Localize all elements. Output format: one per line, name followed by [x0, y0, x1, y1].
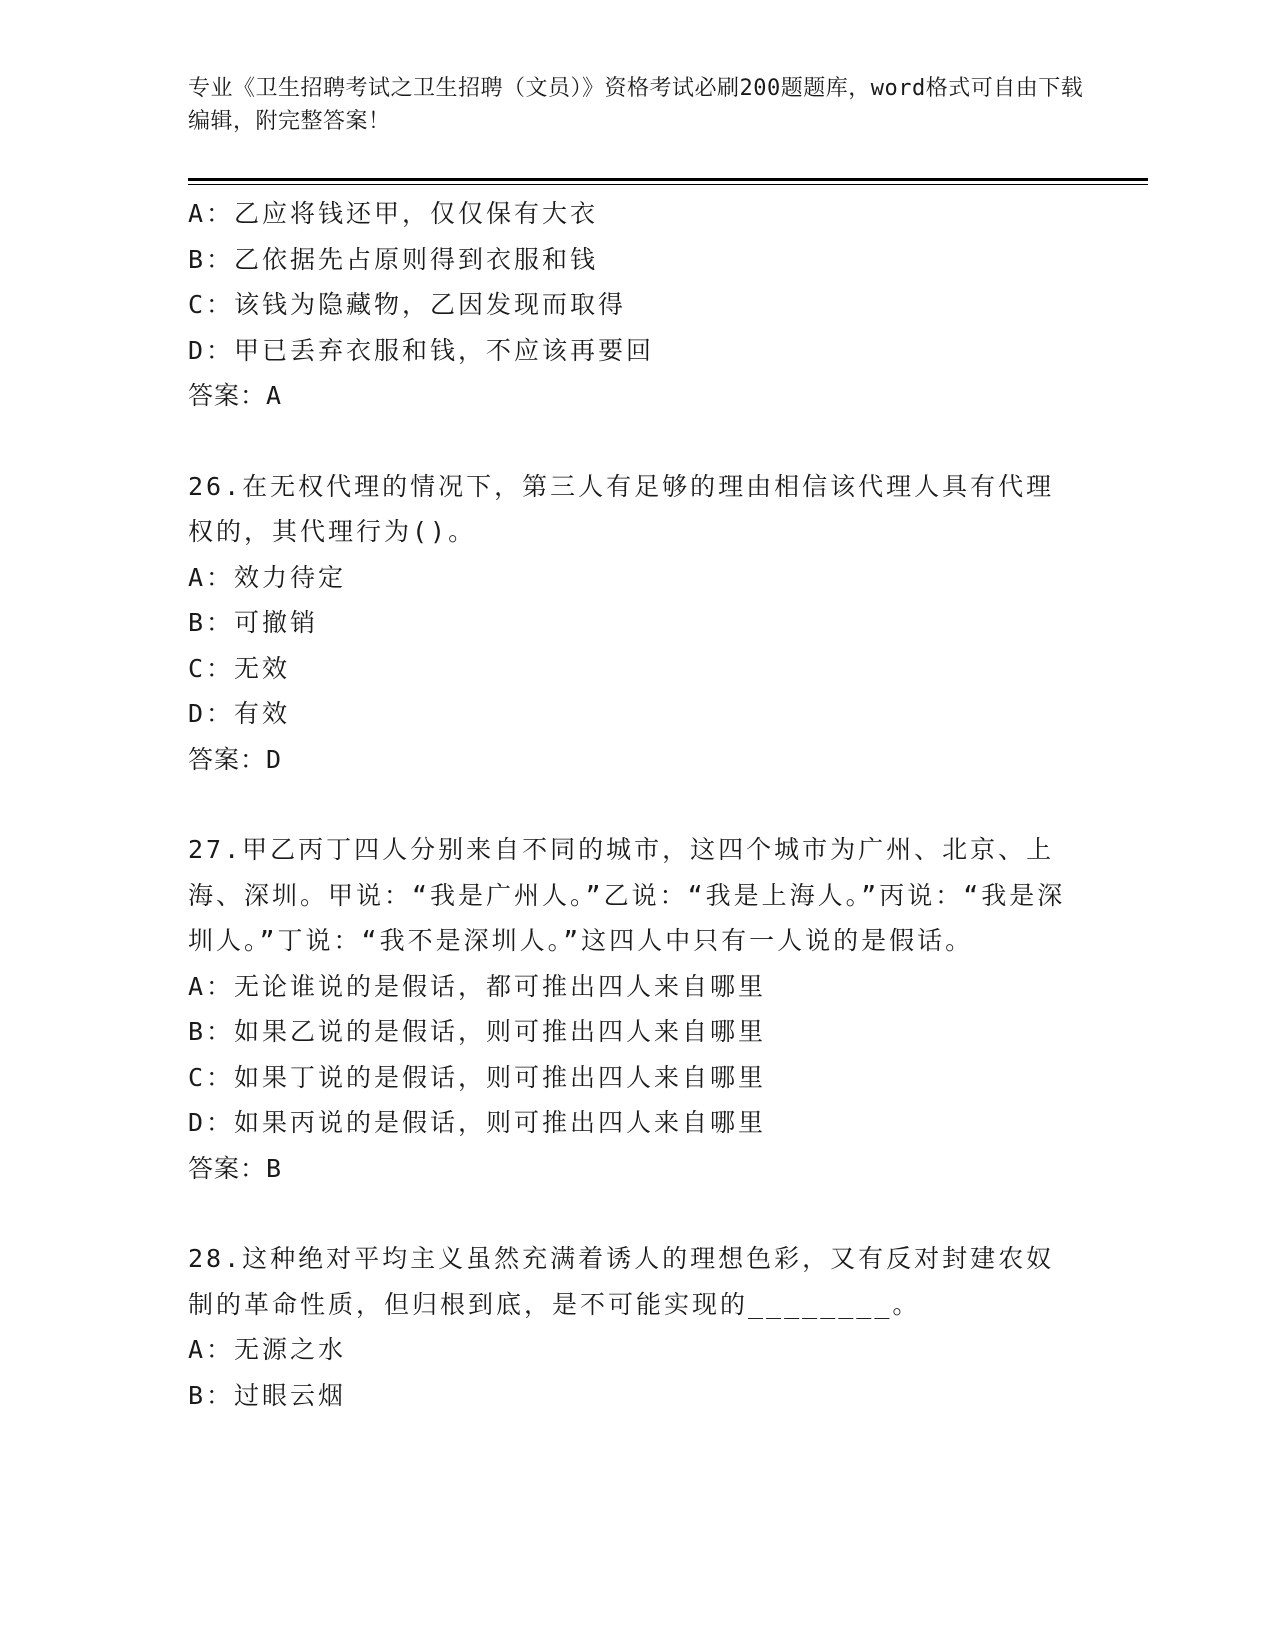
- option-d: D：有效: [188, 699, 291, 728]
- option-b: B：过眼云烟: [188, 1380, 347, 1410]
- option-a: A：效力待定: [188, 562, 347, 592]
- header-rule-thin: [188, 184, 1148, 185]
- question-stem: 27.甲乙丙丁四人分别来自不同的城市，这四个城市为广州、北京、上海、深圳。甲说：“我是广州人。”乙说：“我是上海人。”丙说：“我是深圳人。”丁说：“我不是深圳人。”这四人中只有一人说的是假话。: [188, 835, 1066, 955]
- document-header: 专业《卫生招聘考试之卫生招聘（文员）》资格考试必刷200题题库，word格式可自由下载编辑，附完整答案！: [188, 76, 1084, 134]
- option-d: D：甲已丢弃衣服和钱，不应该再要回: [188, 335, 655, 365]
- option-a: A：无源之水: [188, 1335, 347, 1364]
- option-d: D：如果丙说的是假话，则可推出四人来自哪里: [188, 1108, 767, 1137]
- question-block-27: [188, 827, 1088, 1191]
- question-stem: 28.这种绝对平均主义虽然充满着诱人的理想色彩，又有反对封建农奴制的革命性质，但归根到底，是不可能实现的________。: [188, 1244, 1055, 1319]
- option-c: C：该钱为隐藏物，乙因发现而取得: [188, 290, 627, 319]
- question-content: [188, 191, 1088, 1418]
- answer-line: 答案：B: [188, 1153, 283, 1183]
- question-stem: 26.在无权代理的情况下，第三人有足够的理由相信该代理人具有代理权的，其代理行为()。: [188, 471, 1055, 546]
- answer-line: 答案：D: [188, 744, 283, 774]
- option-c: C：如果丁说的是假话，则可推出四人来自哪里: [188, 1062, 767, 1092]
- question-block-28: [188, 1236, 1088, 1418]
- answer-line: 答案：A: [188, 381, 283, 410]
- spacer: [188, 1191, 1088, 1236]
- question-block-prev: [188, 191, 1088, 419]
- spacer: [188, 419, 1088, 464]
- option-b: B：乙依据先占原则得到衣服和钱: [188, 244, 599, 274]
- option-a: A：无论谁说的是假话，都可推出四人来自哪里: [188, 971, 767, 1001]
- option-b: B：可撤销: [188, 608, 319, 637]
- option-c: C：无效: [188, 653, 291, 683]
- option-a: A：乙应将钱还甲，仅仅保有大衣: [188, 199, 599, 228]
- header-rule-thick: [188, 178, 1148, 181]
- question-block-26: [188, 464, 1088, 783]
- option-b: B：如果乙说的是假话，则可推出四人来自哪里: [188, 1017, 767, 1046]
- spacer: [188, 782, 1088, 827]
